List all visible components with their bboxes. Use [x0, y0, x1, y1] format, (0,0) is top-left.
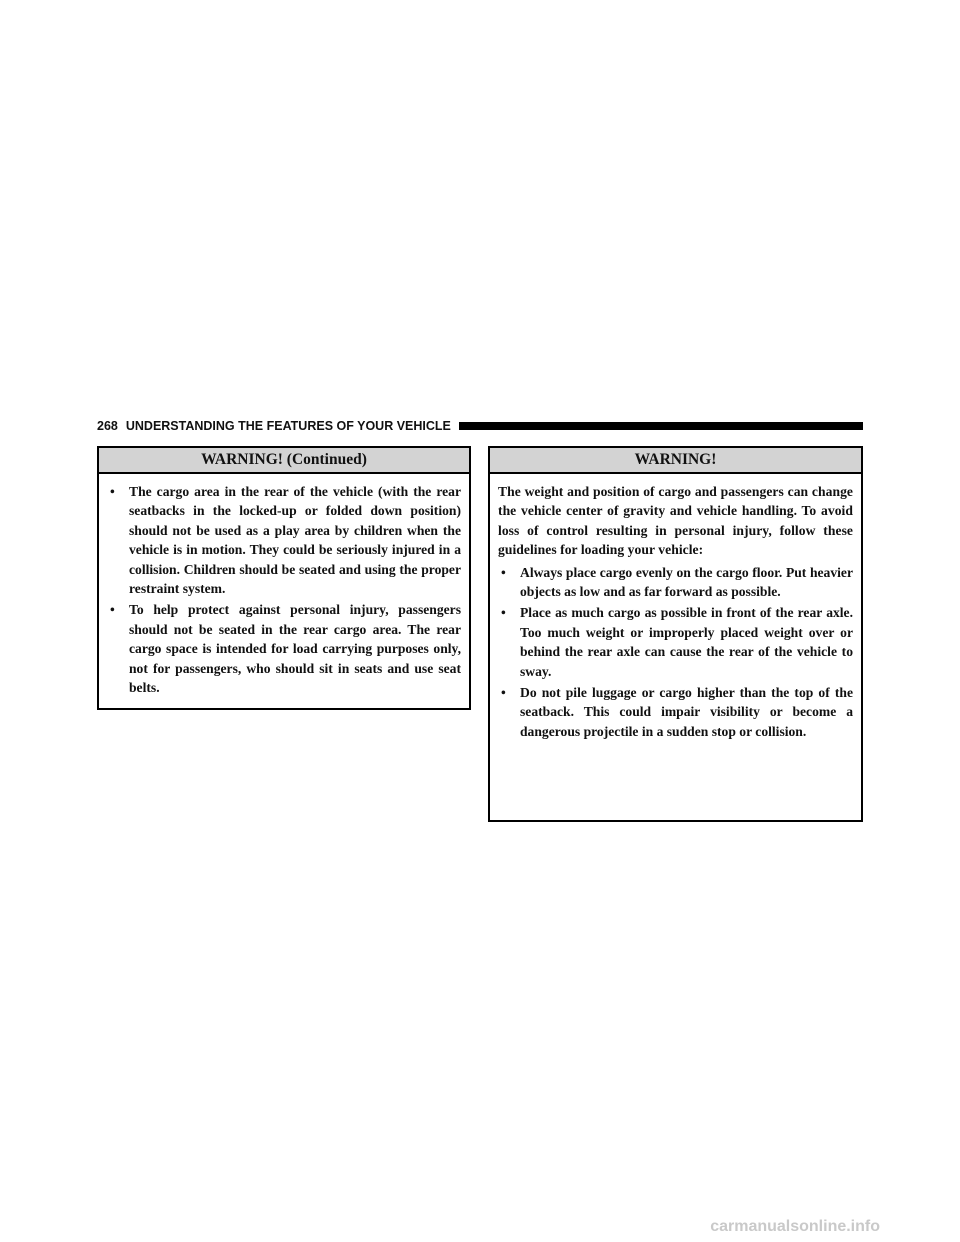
warning-body-continued	[99, 474, 469, 705]
page-number: 268	[97, 419, 118, 433]
warning-box-continued	[97, 446, 471, 710]
list-item	[107, 600, 461, 697]
list-item	[107, 482, 461, 598]
list-item	[498, 563, 853, 602]
bullet-icon: •	[501, 564, 506, 580]
list-item	[498, 683, 853, 741]
bullet-icon: •	[501, 605, 506, 621]
warning-box-loading	[488, 446, 863, 822]
bullet-text: Place as much cargo as possible in front of the rear axle. Too much weight or improperly placed weight over or behind the rear axle can cause the rear of the vehicle to sway.	[520, 605, 853, 679]
warning-bullet-list	[107, 482, 461, 697]
list-item	[498, 603, 853, 681]
warning-intro: The weight and position of cargo and passengers can change the vehicle center of gravity and vehicle handling. To avoid loss of control resulting in personal injury, follow these guidelines for loading your vehicle:	[498, 484, 853, 558]
header-rule	[459, 422, 863, 430]
bullet-text: Do not pile luggage or cargo higher than the top of the seatback. This could impair visibility or become a dangerous projectile in a sudden stop or collision.	[520, 685, 853, 739]
bullet-text: Always place cargo evenly on the cargo floor. Put heavier objects as low and as far forward as possible.	[520, 564, 853, 600]
bullet-text: The cargo area in the rear of the vehicle (with the rear seatbacks in the locked-up or folded down position) should not be used as a play area by children when the vehicle is in motion. They could be seriously injured in a collision. Children should be seated and using the proper restraint system.	[129, 484, 461, 597]
warning-body-loading	[490, 474, 861, 749]
warning-title-continued: WARNING! (Continued)	[99, 448, 469, 474]
page-header	[97, 418, 863, 434]
bullet-icon: •	[501, 685, 506, 701]
section-title: UNDERSTANDING THE FEATURES OF YOUR VEHICLE	[125, 419, 451, 433]
warning-title-loading: WARNING!	[490, 448, 861, 474]
warning-bullet-list	[498, 563, 853, 742]
bullet-icon: •	[110, 602, 115, 618]
watermark: carmanualsonline.info	[710, 1218, 880, 1235]
bullet-text: To help protect against personal injury, passengers should not be seated in the rear cargo area. The rear cargo space is intended for load carrying purposes only, not for passengers, who should sit in seats and use seat belts.	[129, 602, 461, 696]
bullet-icon: •	[110, 484, 115, 499]
